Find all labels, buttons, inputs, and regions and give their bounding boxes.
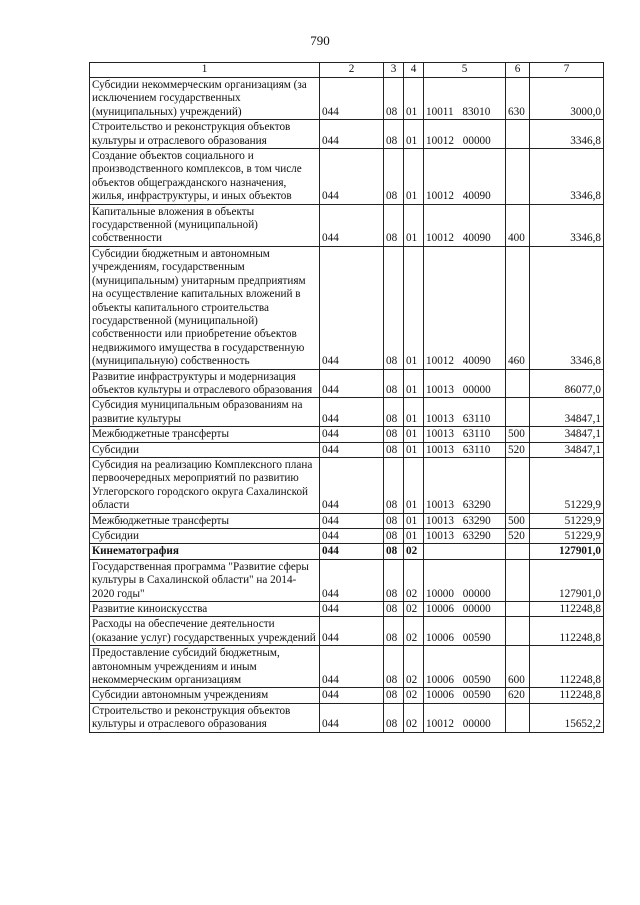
table-row: [90, 703, 604, 732]
row-section-code: 08: [384, 442, 404, 457]
row-expense-type: 500: [506, 427, 530, 442]
table-row: [90, 369, 604, 398]
row-section-code: 08: [384, 703, 404, 732]
row-ministry-code: 044: [320, 204, 384, 246]
row-subsection-code: 02: [404, 688, 424, 703]
row-amount: 51229,9: [530, 529, 604, 544]
row-section-code: 08: [384, 513, 404, 528]
row-target-article: 10006 00590: [424, 646, 506, 688]
row-subsection-code: 01: [404, 246, 424, 369]
row-name: Кинематография: [90, 544, 320, 559]
table-row: [90, 646, 604, 688]
row-target-article: 10006 00000: [424, 602, 506, 617]
row-amount: 112248,8: [530, 688, 604, 703]
column-header: 6: [506, 63, 530, 78]
row-ministry-code: 044: [320, 120, 384, 149]
table-row: [90, 120, 604, 149]
row-expense-type: 600: [506, 646, 530, 688]
row-expense-type: 520: [506, 442, 530, 457]
row-ministry-code: 044: [320, 369, 384, 398]
row-target-article: 10013 63110: [424, 398, 506, 427]
row-section-code: 08: [384, 204, 404, 246]
row-name: Строительство и реконструкция объектов культуры и отраслевого образования: [90, 703, 320, 732]
row-target-article: 10006 00590: [424, 617, 506, 646]
table-row: [90, 398, 604, 427]
row-amount: 34847,1: [530, 398, 604, 427]
row-target-article: 10011 83010: [424, 78, 506, 120]
table-row: [90, 544, 604, 559]
row-target-article: 10012 40090: [424, 204, 506, 246]
row-name: Субсидия на реализацию Комплексного плана первоочередных мероприятий по развитию Углегорского городского округа Сахалинской области: [90, 457, 320, 513]
table-row: [90, 78, 604, 120]
row-name: Субсидии некоммерческим организациям (за исключением государственных (муниципальных) учреждений): [90, 78, 320, 120]
row-amount: 3346,8: [530, 246, 604, 369]
row-expense-type: [506, 602, 530, 617]
column-header: 1: [90, 63, 320, 78]
table-header-row: [90, 63, 604, 78]
row-expense-type: [506, 617, 530, 646]
row-target-article: 10012 00000: [424, 703, 506, 732]
row-expense-type: 630: [506, 78, 530, 120]
row-section-code: 08: [384, 149, 404, 205]
row-target-article: 10012 40090: [424, 246, 506, 369]
row-name: Развитие инфраструктуры и модернизация объектов культуры и отраслевого образования: [90, 369, 320, 398]
row-section-code: 08: [384, 369, 404, 398]
row-ministry-code: 044: [320, 246, 384, 369]
row-expense-type: 460: [506, 246, 530, 369]
row-subsection-code: 01: [404, 529, 424, 544]
row-section-code: 08: [384, 688, 404, 703]
row-subsection-code: 01: [404, 457, 424, 513]
row-ministry-code: 044: [320, 513, 384, 528]
row-name: Государственная программа "Развитие сферы культуры в Сахалинской области" на 2014-2020 годы": [90, 559, 320, 601]
row-amount: 51229,9: [530, 513, 604, 528]
row-target-article: 10013 00000: [424, 369, 506, 398]
row-name: Субсидии автономным учреждениям: [90, 688, 320, 703]
row-ministry-code: 044: [320, 398, 384, 427]
column-header: 4: [404, 63, 424, 78]
row-subsection-code: 02: [404, 703, 424, 732]
row-target-article: 10012 00000: [424, 120, 506, 149]
row-section-code: 08: [384, 398, 404, 427]
row-expense-type: [506, 149, 530, 205]
row-expense-type: 520: [506, 529, 530, 544]
row-expense-type: [506, 369, 530, 398]
row-subsection-code: 01: [404, 78, 424, 120]
row-ministry-code: 044: [320, 646, 384, 688]
row-expense-type: 620: [506, 688, 530, 703]
row-ministry-code: 044: [320, 617, 384, 646]
row-ministry-code: 044: [320, 529, 384, 544]
row-section-code: 08: [384, 457, 404, 513]
row-amount: 112248,8: [530, 646, 604, 688]
row-subsection-code: 02: [404, 559, 424, 601]
row-subsection-code: 01: [404, 120, 424, 149]
row-ministry-code: 044: [320, 688, 384, 703]
row-target-article: 10013 63290: [424, 529, 506, 544]
row-target-article: 10013 63290: [424, 513, 506, 528]
table-row: [90, 442, 604, 457]
row-amount: 51229,9: [530, 457, 604, 513]
table-row: [90, 559, 604, 601]
table-row: [90, 204, 604, 246]
row-amount: 3346,8: [530, 149, 604, 205]
row-name: Субсидии бюджетным и автономным учреждениям, государственным (муниципальным) унитарным предприятиям на осуществление капитальных вложений в объекты капитального строительства государственной (муниципальной) собственности или приобретение объектов недвижимого имущества в государственную (муниципальную) собственность: [90, 246, 320, 369]
row-expense-type: 400: [506, 204, 530, 246]
row-section-code: 08: [384, 246, 404, 369]
table-row: [90, 427, 604, 442]
column-header: 2: [320, 63, 384, 78]
table-row: [90, 513, 604, 528]
row-amount: 3000,0: [530, 78, 604, 120]
row-subsection-code: 02: [404, 602, 424, 617]
row-subsection-code: 01: [404, 398, 424, 427]
row-ministry-code: 044: [320, 442, 384, 457]
row-subsection-code: 01: [404, 513, 424, 528]
table-row: [90, 617, 604, 646]
row-target-article: 10006 00590: [424, 688, 506, 703]
row-name: Субсидии: [90, 442, 320, 457]
budget-table: [89, 62, 604, 733]
row-name: Межбюджетные трансферты: [90, 427, 320, 442]
row-target-article: 10013 63290: [424, 457, 506, 513]
column-header: 7: [530, 63, 604, 78]
table-row: [90, 529, 604, 544]
row-target-article: 10000 00000: [424, 559, 506, 601]
row-ministry-code: 044: [320, 703, 384, 732]
column-header: 3: [384, 63, 404, 78]
table-row: [90, 457, 604, 513]
row-expense-type: [506, 559, 530, 601]
column-header: 5: [424, 63, 506, 78]
table-row: [90, 246, 604, 369]
row-amount: 34847,1: [530, 442, 604, 457]
table-row: [90, 602, 604, 617]
row-name: Развитие киноискусства: [90, 602, 320, 617]
table-body: [90, 78, 604, 733]
row-amount: 3346,8: [530, 120, 604, 149]
row-expense-type: [506, 120, 530, 149]
row-ministry-code: 044: [320, 427, 384, 442]
page-number: 790: [310, 33, 330, 48]
row-expense-type: [506, 398, 530, 427]
row-ministry-code: 044: [320, 544, 384, 559]
row-expense-type: [506, 457, 530, 513]
row-section-code: 08: [384, 78, 404, 120]
row-ministry-code: 044: [320, 78, 384, 120]
row-name: Субсидия муниципальным образованиям на развитие культуры: [90, 398, 320, 427]
row-amount: 112248,8: [530, 602, 604, 617]
row-section-code: 08: [384, 646, 404, 688]
row-target-article: 10013 63110: [424, 427, 506, 442]
row-name: Предоставление субсидий бюджетным, автономным учреждениям и иным некоммерческим организациям: [90, 646, 320, 688]
row-section-code: 08: [384, 617, 404, 646]
row-amount: 86077,0: [530, 369, 604, 398]
row-target-article: [424, 544, 506, 559]
row-amount: 127901,0: [530, 559, 604, 601]
row-subsection-code: 02: [404, 617, 424, 646]
row-section-code: 08: [384, 120, 404, 149]
row-subsection-code: 01: [404, 204, 424, 246]
row-target-article: 10013 63110: [424, 442, 506, 457]
row-section-code: 08: [384, 427, 404, 442]
row-amount: 127901,0: [530, 544, 604, 559]
row-section-code: 08: [384, 559, 404, 601]
row-name: Межбюджетные трансферты: [90, 513, 320, 528]
row-subsection-code: 02: [404, 646, 424, 688]
row-section-code: 08: [384, 529, 404, 544]
row-subsection-code: 01: [404, 442, 424, 457]
row-target-article: 10012 40090: [424, 149, 506, 205]
row-ministry-code: 044: [320, 559, 384, 601]
row-amount: 15652,2: [530, 703, 604, 732]
row-section-code: 08: [384, 602, 404, 617]
table-row: [90, 688, 604, 703]
row-ministry-code: 044: [320, 602, 384, 617]
row-subsection-code: 01: [404, 427, 424, 442]
row-subsection-code: 02: [404, 544, 424, 559]
row-subsection-code: 01: [404, 149, 424, 205]
row-ministry-code: 044: [320, 149, 384, 205]
row-section-code: 08: [384, 544, 404, 559]
row-amount: 112248,8: [530, 617, 604, 646]
row-expense-type: [506, 703, 530, 732]
row-ministry-code: 044: [320, 457, 384, 513]
row-name: Строительство и реконструкция объектов культуры и отраслевого образования: [90, 120, 320, 149]
row-name: Расходы на обеспечение деятельности (оказание услуг) государственных учреждений: [90, 617, 320, 646]
row-amount: 3346,8: [530, 204, 604, 246]
row-subsection-code: 01: [404, 369, 424, 398]
row-name: Капитальные вложения в объекты государственной (муниципальной) собственности: [90, 204, 320, 246]
row-expense-type: [506, 544, 530, 559]
row-name: Создание объектов социального и производственного комплексов, в том числе объектов общегражданского назначения, жилья, инфраструктуры, и иных объектов: [90, 149, 320, 205]
row-amount: 34847,1: [530, 427, 604, 442]
row-expense-type: 500: [506, 513, 530, 528]
row-name: Субсидии: [90, 529, 320, 544]
table-row: [90, 149, 604, 205]
